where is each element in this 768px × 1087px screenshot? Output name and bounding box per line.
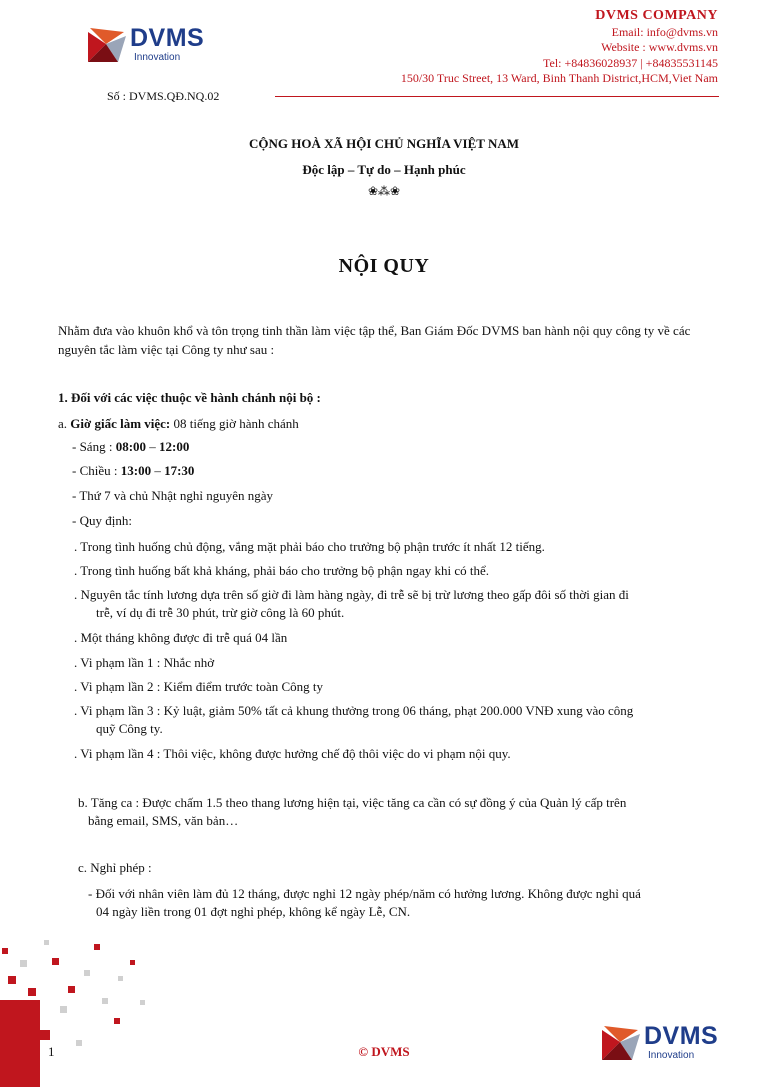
logo-mark-icon bbox=[598, 1020, 644, 1066]
weekend-rule: - Thứ 7 và chủ Nhật nghỉ nguyên ngày bbox=[72, 488, 274, 503]
morning-hours bbox=[72, 437, 189, 456]
subsection-c-continuation: 04 ngày liền trong 01 đợt nghỉ phép, không kể ngày Lễ, CN. bbox=[96, 904, 411, 919]
company-website: Website : www.dvms.vn bbox=[601, 40, 718, 54]
dash: – bbox=[146, 439, 160, 454]
subsection-b: b. Tăng ca : Được chấm 1.5 theo thang lương hiện tại, việc tăng ca cần có sự đồng ý của Quản lý cấp trên bbox=[78, 795, 627, 810]
rule-item-continuation: trễ, ví dụ đi trễ 30 phút, trừ giờ công là 60 phút. bbox=[96, 605, 345, 620]
afternoon-start: 13:00 bbox=[120, 463, 152, 478]
morning-label: - Sáng : bbox=[72, 439, 116, 454]
company-logo bbox=[84, 22, 214, 68]
company-address: 150/30 Truc Street, 13 Ward, Binh Thanh District,HCM,Viet Nam bbox=[400, 71, 718, 85]
rule-item: . Vi phạm lần 1 : Nhắc nhở bbox=[74, 655, 215, 670]
morning-end: 12:00 bbox=[159, 439, 190, 454]
national-motto: Độc lập – Tự do – Hạnh phúc bbox=[302, 162, 466, 177]
subsection-a-label: Giờ giấc làm việc: bbox=[70, 416, 171, 431]
subsection-a-value: 08 tiếng giờ hành chánh bbox=[170, 416, 299, 431]
subsection-c-item: - Đối với nhân viên làm đủ 12 tháng, được nghỉ 12 ngày phép/năm có hưởng lương. Không được nghỉ quá bbox=[88, 886, 641, 901]
rule-item: . Vi phạm lần 2 : Kiểm điểm trước toàn Công ty bbox=[74, 679, 324, 694]
rule-item: . Nguyên tắc tính lương dựa trên số giờ đi làm hàng ngày, đi trễ sẽ bị trừ lương theo gấp đôi số thời gian đi bbox=[74, 587, 629, 602]
rule-item: . Vi phạm lần 3 : Kỷ luật, giảm 50% tất cả khung thưởng trong 06 tháng, phạt 200.000 VNĐ xung vào công bbox=[74, 703, 634, 718]
logo-subtext: Innovation bbox=[134, 52, 181, 63]
header-divider bbox=[275, 96, 719, 97]
section-1-title: 1. Đối với các việc thuộc về hành chánh nội bộ : bbox=[58, 390, 321, 405]
rule-item: . Vi phạm lần 4 : Thôi việc, không được hưởng chế độ thôi việc do vi phạm nội quy. bbox=[74, 746, 511, 761]
logo-text: DVMS bbox=[130, 24, 205, 52]
afternoon-end: 17:30 bbox=[164, 463, 195, 478]
national-title: CỘNG HOÀ XÃ HỘI CHỦ NGHĨA VIỆT NAM bbox=[248, 136, 520, 151]
dash: – bbox=[151, 463, 165, 478]
company-name: DVMS COMPANY bbox=[595, 8, 718, 23]
ornament-icon: ❀⁂❀ bbox=[367, 184, 401, 198]
footer-logo bbox=[598, 1020, 728, 1066]
subsection-c-title: c. Nghỉ phép : bbox=[78, 860, 152, 875]
rules-label: - Quy định: bbox=[72, 513, 132, 528]
afternoon-hours bbox=[72, 461, 194, 480]
rule-item: . Một tháng không được đi trễ quá 04 lần bbox=[74, 630, 288, 645]
logo-text: DVMS bbox=[644, 1022, 719, 1050]
footer-copyright: © DVMS bbox=[358, 1044, 410, 1059]
company-info bbox=[401, 8, 718, 87]
rule-item: . Trong tình huống bất khả kháng, phải báo cho trưởng bộ phận ngay khi có thể. bbox=[74, 563, 490, 578]
rule-item: . Trong tình huống chủ động, vắng mặt phải báo cho trưởng bộ phận trước ít nhất 12 tiếng. bbox=[74, 539, 545, 554]
rule-item-continuation: quỹ Công ty. bbox=[96, 721, 163, 736]
page-number: 1 bbox=[48, 1044, 55, 1059]
company-tel: Tel: +84836028937 | +84835531145 bbox=[543, 55, 718, 70]
document-number: Số : DVMS.QĐ.NQ.02 bbox=[107, 89, 220, 103]
document-title: NỘI QUY bbox=[338, 255, 430, 277]
subsection-a-prefix: a. bbox=[58, 416, 71, 431]
company-email: Email: info@dvms.vn bbox=[611, 24, 718, 39]
logo-mark-icon bbox=[84, 22, 130, 68]
subsection-b-continuation: bằng email, SMS, văn bản… bbox=[88, 813, 239, 828]
afternoon-label: - Chiều : bbox=[72, 463, 121, 478]
logo-subtext: Innovation bbox=[648, 1050, 695, 1061]
subsection-a bbox=[58, 414, 299, 433]
morning-start: 08:00 bbox=[115, 439, 147, 454]
intro-paragraph: Nhằm đưa vào khuôn khổ và tôn trọng tinh thần làm việc tập thể, Ban Giám Đốc DVMS ban hành nội quy công ty về các nguyên tắc làm việc tại Công ty như sau : bbox=[58, 323, 691, 357]
